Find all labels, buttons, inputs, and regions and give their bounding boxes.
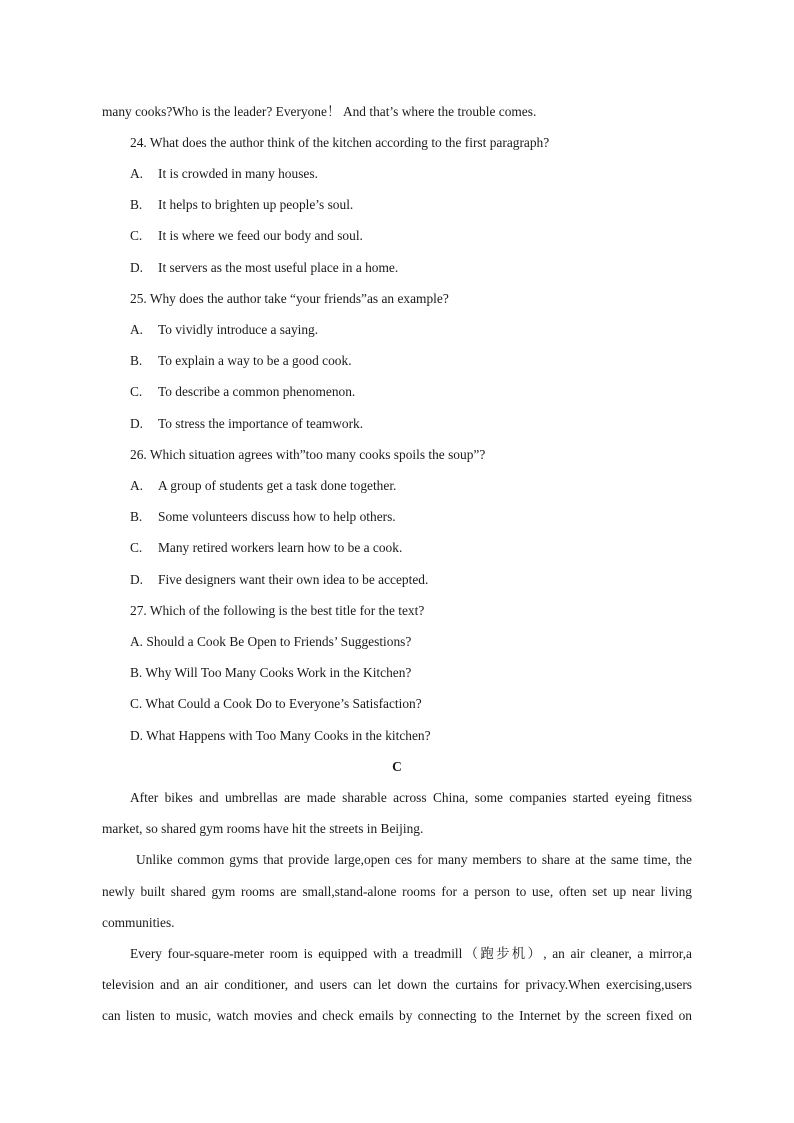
section-c-p1-line2: market, so shared gym rooms have hit the streets in Beijing. bbox=[102, 821, 424, 836]
q24-option-b-letter: B. bbox=[130, 197, 143, 212]
question-25-stem: 25. Why does the author take “your friends”as an example? bbox=[130, 291, 449, 306]
question-27-stem: 27. Which of the following is the best title for the text? bbox=[130, 603, 425, 618]
q26-option-a-letter: A. bbox=[130, 478, 144, 493]
q24-option-d-text: It servers as the most useful place in a home. bbox=[158, 260, 399, 275]
section-c-p3-line3: can listen to music, watch movies and check emails by connecting to the Internet by the screen fixed on bbox=[102, 1008, 692, 1023]
question-24-stem: 24. What does the author think of the kitchen according to the first paragraph? bbox=[130, 135, 550, 150]
q25-option-b-letter: B. bbox=[130, 353, 143, 368]
q25-option-a-text: To vividly introduce a saying. bbox=[158, 322, 319, 337]
q24-option-a-letter: A. bbox=[130, 166, 144, 181]
section-c-p2-line3: communities. bbox=[102, 915, 175, 930]
q25-option-a-letter: A. bbox=[130, 322, 144, 337]
q24-option-a-text: It is crowded in many houses. bbox=[158, 166, 318, 181]
section-c-heading: C bbox=[392, 759, 402, 774]
q25-option-d-letter: D. bbox=[130, 416, 144, 431]
q24-option-b-text: It helps to brighten up people’s soul. bbox=[158, 197, 354, 212]
q27-option-a: A. Should a Cook Be Open to Friends’ Suggestions? bbox=[130, 634, 412, 649]
q26-option-d-letter: D. bbox=[130, 572, 144, 587]
q27-option-b: B. Why Will Too Many Cooks Work in the Kitchen? bbox=[130, 665, 412, 680]
q25-option-d-text: To stress the importance of teamwork. bbox=[158, 416, 364, 431]
section-c-p3-line1: Every four-square-meter room is equipped with a treadmill（跑步机）, an air cleaner, a mirror,a bbox=[130, 946, 692, 961]
q27-option-d: D. What Happens with Too Many Cooks in the kitchen? bbox=[130, 728, 431, 743]
q27-option-c: C. What Could a Cook Do to Everyone’s Satisfaction? bbox=[130, 696, 422, 711]
intro-line: many cooks?Who is the leader? Everyone！ And that’s where the trouble comes. bbox=[102, 104, 537, 119]
q25-option-c-letter: C. bbox=[130, 384, 143, 399]
q26-option-c-text: Many retired workers learn how to be a cook. bbox=[158, 540, 403, 555]
q26-option-c-letter: C. bbox=[130, 540, 143, 555]
q26-option-b-text: Some volunteers discuss how to help others. bbox=[158, 509, 396, 524]
section-c-p2-line2: newly built shared gym rooms are small,stand-alone rooms for a person to use, often set up near living bbox=[102, 884, 692, 899]
q26-option-b-letter: B. bbox=[130, 509, 143, 524]
question-26-stem: 26. Which situation agrees with”too many cooks spoils the soup”? bbox=[130, 447, 486, 462]
section-c-p2-line1: Unlike common gyms that provide large,open ces for many members to share at the same time, the bbox=[136, 852, 692, 867]
q24-option-c-letter: C. bbox=[130, 228, 143, 243]
q26-option-d-text: Five designers want their own idea to be accepted. bbox=[158, 572, 429, 587]
section-c-p1-line1: After bikes and umbrellas are made sharable across China, some companies started eyeing fitness bbox=[130, 790, 692, 805]
q26-option-a-text: A group of students get a task done together. bbox=[158, 478, 397, 493]
section-c-p3-line2: television and an air conditioner, and users can let down the curtains for privacy.When exercising,users bbox=[102, 977, 692, 992]
q24-option-c-text: It is where we feed our body and soul. bbox=[158, 228, 363, 243]
q25-option-b-text: To explain a way to be a good cook. bbox=[158, 353, 352, 368]
q25-option-c-text: To describe a common phenomenon. bbox=[158, 384, 356, 399]
q24-option-d-letter: D. bbox=[130, 260, 144, 275]
